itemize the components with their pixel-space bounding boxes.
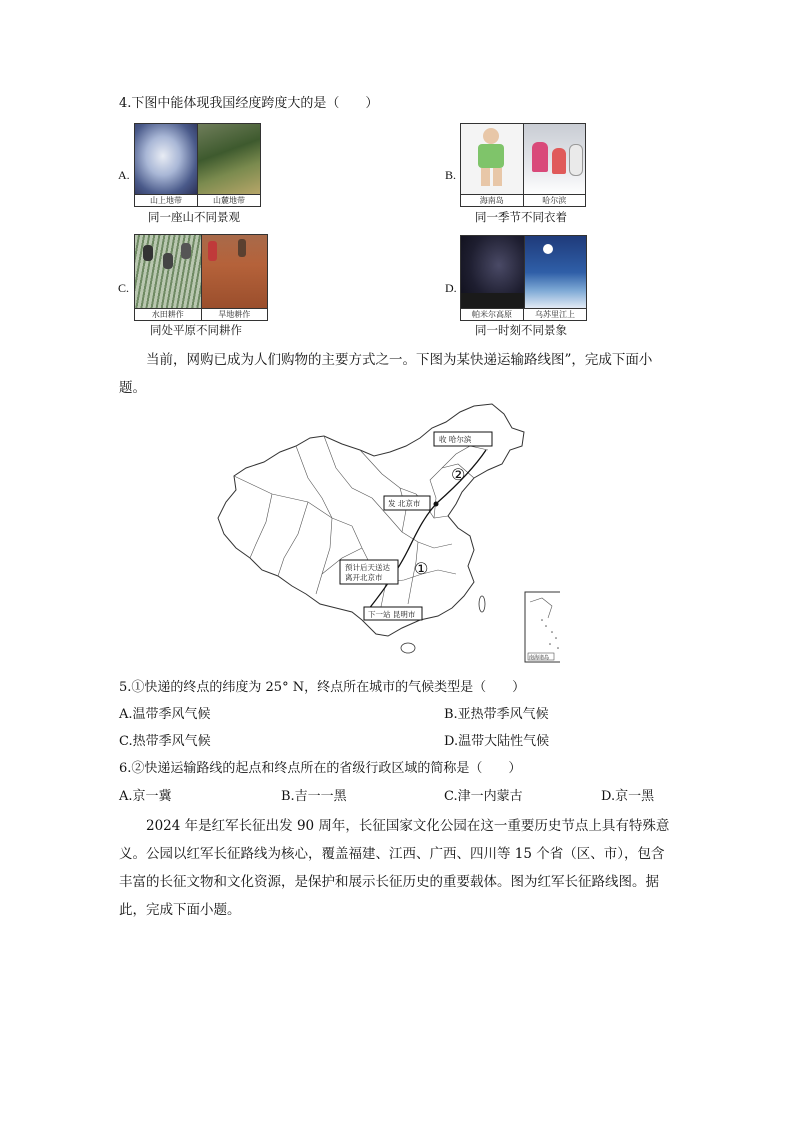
label-estimate-line1: 预计后天送达 bbox=[345, 563, 390, 572]
photo-label: 乌苏里江上 bbox=[535, 310, 575, 319]
intro-paragraph-2-line2: 义。公园以红军长征路线为核心，覆盖福建、江西、广西、四川等 15 个省（区、市），包含 bbox=[119, 846, 665, 862]
taiwan-island bbox=[479, 596, 485, 612]
q4-option-d-caption: 同一时刻不同景象 bbox=[475, 323, 567, 337]
q4-option-a-caption: 同一座山不同景观 bbox=[148, 210, 240, 224]
express-route-map bbox=[212, 398, 560, 664]
photo-label: 水田耕作 bbox=[135, 309, 202, 320]
q5-option-c[interactable]: C.热带季风气候 bbox=[119, 734, 211, 749]
q5-option-a[interactable]: A.温带季风气候 bbox=[119, 707, 211, 722]
label-estimate-line2: 离开北京市 bbox=[345, 573, 383, 582]
q5-stem: 5.①快递的终点的纬度为 25° N，终点所在城市的气候类型是（ ） bbox=[119, 680, 526, 695]
q4-option-c-letter: C. bbox=[118, 281, 130, 295]
intro-paragraph-2-line4: 此，完成下面小题。 bbox=[119, 902, 241, 918]
q6-option-d[interactable]: D.京一黑 bbox=[601, 789, 655, 804]
label-beijing: 发 北京市 bbox=[388, 499, 421, 508]
night-sky-image bbox=[461, 236, 524, 309]
label-kunming: 下一站 昆明市 bbox=[368, 610, 416, 619]
intro-paragraph-2-line3: 丰富的长征文物和文化资源，是保护和展示长征历史的重要载体。图为红军长征路线图。据 bbox=[119, 874, 659, 890]
intro-paragraph-2-line1: 2024 年是红军长征出发 90 周年，长征国家文化公园在这一重要历史节点上具有特殊意 bbox=[146, 818, 670, 834]
label-harbin: 收 哈尔滨 bbox=[439, 435, 472, 444]
q4-option-a-letter: A. bbox=[118, 168, 130, 182]
route-marker-2: ② bbox=[451, 465, 466, 484]
paddy-field-image bbox=[135, 235, 201, 309]
photo-label: 帕米尔高原 bbox=[461, 309, 524, 320]
q4-option-c-caption: 同处平原不同耕作 bbox=[150, 323, 242, 337]
beijing-point bbox=[434, 502, 439, 507]
daytime-river-image bbox=[524, 236, 586, 309]
q6-stem: 6.②快递运输路线的起点和终点所在的省级行政区域的简称是（ ） bbox=[119, 761, 522, 776]
q6-option-a[interactable]: A.京一冀 bbox=[119, 789, 172, 804]
label-south-sea: 南海诸岛 bbox=[529, 655, 550, 661]
q4-option-a-photo[interactable] bbox=[134, 123, 261, 207]
intro-paragraph-1-line2: 题。 bbox=[119, 380, 146, 396]
photo-label: 山上地带 bbox=[135, 195, 198, 206]
hainan-island bbox=[401, 643, 415, 653]
q5-option-d[interactable]: D.温带大陆性气候 bbox=[444, 734, 550, 749]
q6-option-b[interactable]: B.吉一一黑 bbox=[281, 789, 347, 804]
q5-option-b[interactable]: B.亚热带季风气候 bbox=[444, 707, 549, 722]
winter-children-image bbox=[523, 124, 585, 195]
q6-option-c[interactable]: C.津一内蒙古 bbox=[444, 789, 523, 804]
photo-label: 旱地耕作 bbox=[218, 310, 251, 319]
q4-option-d-letter: D. bbox=[445, 281, 457, 295]
intro-paragraph-1-line1: 当前，网购已成为人们购物的主要方式之一。下图为某快递运输路线图”，完成下面小 bbox=[146, 352, 653, 368]
photo-label: 山麓地带 bbox=[213, 196, 245, 205]
summer-child-image bbox=[461, 124, 523, 195]
q4-option-c-photo[interactable] bbox=[134, 234, 268, 321]
route-marker-1: ① bbox=[414, 559, 429, 578]
q4-option-d-photo[interactable] bbox=[460, 235, 587, 321]
q4-option-b-photo[interactable] bbox=[460, 123, 586, 207]
photo-label: 海南岛 bbox=[461, 195, 524, 206]
mountain-snow-image bbox=[135, 124, 197, 195]
dry-land-image bbox=[201, 235, 267, 309]
photo-label: 哈尔滨 bbox=[542, 196, 567, 205]
south-sea-inset bbox=[525, 592, 560, 662]
mountain-foothill-image bbox=[197, 124, 260, 195]
q4-option-b-caption: 同一季节不同衣着 bbox=[475, 210, 567, 224]
q4-stem: 4.下图中能体现我国经度跨度大的是（ ） bbox=[119, 96, 379, 111]
q4-option-b-letter: B. bbox=[445, 168, 457, 182]
